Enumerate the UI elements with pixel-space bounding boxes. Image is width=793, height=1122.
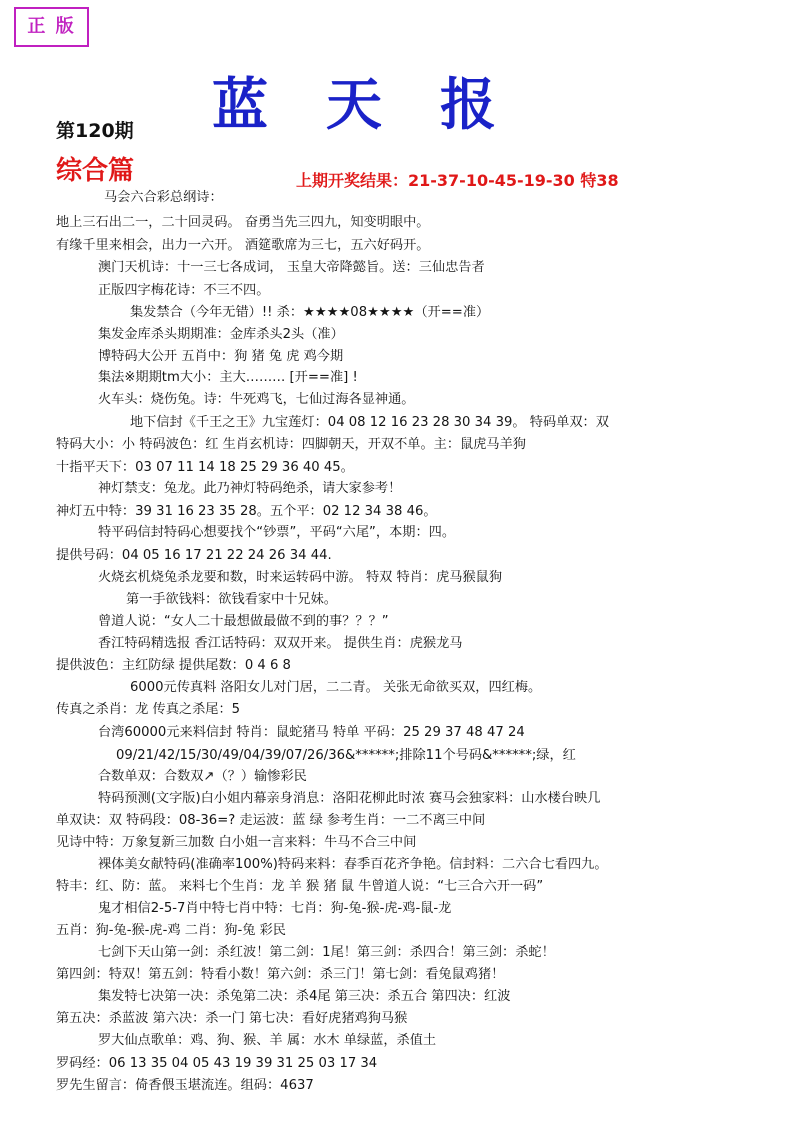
body-line: 博特码大公开 五肖中：狗 猪 兔 虎 鸡今期 <box>98 349 344 364</box>
body-line: 传真之杀肖：龙 传真之杀尾：5 <box>56 702 241 717</box>
body-line: 特平码信封特码心想要找个“钞票”，平码“六尾”，本期：四。 <box>98 525 456 540</box>
masthead-title: 蓝天报 <box>212 72 554 138</box>
body-line: 地下信封《千王之王》九宝莲灯：04 08 12 16 23 28 30 34 39。 特码单双：双 <box>130 415 609 430</box>
body-line: 第一手欲钱料：欲钱看家中十兄妹。 <box>126 592 337 607</box>
body-line: 提供号码：04 05 16 17 21 22 24 26 34 44. <box>56 548 332 563</box>
body-line: 单双诀：双 特码段：08-36=? 走运波：蓝 绿 参考生肖：一二不离三中间 <box>56 813 486 828</box>
body-line: 提供波色：主红防绿 提供尾数：0 4 6 8 <box>56 658 291 673</box>
body-line: 鬼才相信2-5-7肖中特七肖中特：七肖：狗-兔-猴-虎-鸡-鼠-龙 <box>98 901 452 916</box>
body-line: 罗大仙点歌单：鸡、狗、猴、羊 属：水木 单绿蓝，杀值土 <box>98 1033 437 1048</box>
body-line: 裸体美女献特码(准确率100%)特码来料：春季百花齐争艳。信封料：二六合七看四九。 <box>98 857 608 872</box>
body-line: 台湾60000元来料信封 特肖：鼠蛇猪马 特单 平码：25 29 37 48 47 24 <box>98 725 525 740</box>
body-line: 第四剑：特双！第五剑：特看小数！第六剑：杀三门！第七剑：看兔鼠鸡猪！ <box>56 967 505 982</box>
authentic-stamp: 正 版 <box>14 7 89 47</box>
body-line: 有缘千里来相会，出力一六开。 酒筵歌席为三七，五六好码开。 <box>56 238 430 253</box>
body-line: 特码大小：小 特码波色：红 生肖玄机诗：四脚朝天，开双不单。主：鼠虎马羊狗 <box>56 437 526 452</box>
body-line: 特码预测(文字版)白小姐内幕亲身消息：洛阳花柳此时浓 赛马会独家料：山水楼台映几 <box>98 791 601 806</box>
body-line: 集发特七决第一决：杀兔第二决：杀4尾 第三决：杀五合 第四决：红波 <box>98 989 511 1004</box>
body-line: 09/21/42/15/30/49/04/39/07/26/36&******;排除11个号码&******;绿，红 <box>116 748 576 763</box>
body-line: 6000元传真料 洛阳女儿对门居，二二青。 关张无命欲买双，四红梅。 <box>130 680 542 695</box>
body-line: 罗先生留言：倚香偎玉堪流连。组码：4637 <box>56 1078 314 1093</box>
section-title: 综合篇 <box>56 156 135 186</box>
body-line: 地上三石出二一，二十回灵码。 奋勇当先三四九，知变明眼中。 <box>56 215 430 230</box>
body-line: 罗码经：06 13 35 04 05 43 19 39 31 25 03 17 34 <box>56 1056 378 1071</box>
body-line: 五肖：狗-兔-猴-虎-鸡 二肖：狗-兔 彩民 <box>56 923 286 938</box>
body-line: 十指平天下：03 07 11 14 18 25 29 36 40 45。 <box>56 460 354 475</box>
body-line: 集发禁合（今年无错）!! 杀：★★★★08★★★★（开==准） <box>130 305 490 320</box>
body-line: 合数单双：合数双↗（？）输惨彩民 <box>98 769 307 784</box>
body-line: 正版四字梅花诗：不三不四。 <box>98 283 270 298</box>
last-draw-result: 上期开奖结果：21-37-10-45-19-30 特38 <box>296 171 619 190</box>
body-line: 神灯五中特：39 31 16 23 35 28。五个平：02 12 34 38 46。 <box>56 504 437 519</box>
body-line: 火车头：烧伤兔。诗：牛死鸡飞，七仙过海各显神通。 <box>98 392 415 407</box>
body-line: 香江特码精选报 香江话特码：双双开来。 提供生肖：虎猴龙马 <box>98 636 463 651</box>
issue-number: 第120期 <box>56 120 134 142</box>
body-line: 马会六合彩总纲诗： <box>104 190 223 205</box>
body-line: 集发金库杀头期期准：金库杀头2头（准） <box>98 327 344 342</box>
body-line: 火烧玄机烧兔杀龙要和数，时来运转码中游。 特双 特肖：虎马猴鼠狗 <box>98 570 503 585</box>
body-line: 见诗中特：万象复新三加数 白小姐一言来料：牛马不合三中间 <box>56 835 417 850</box>
body-line: 集法※期期tm大小：主大……… [开==准] ! <box>98 370 358 385</box>
body-line: 神灯禁支：兔龙。此乃神灯特码绝杀，请大家参考！ <box>98 481 402 496</box>
body-line: 特丰：红、防：蓝。 来料七个生肖：龙 羊 猴 猪 鼠 牛曾道人说：“七三合六开一码” <box>56 879 544 894</box>
body-line: 七剑下天山第一剑：杀红波！第二剑：1尾！第三剑：杀四合！第三剑：杀蛇！ <box>98 945 555 960</box>
body-line: 曾道人说：“女人二十最想做最做不到的事？？？” <box>98 614 389 629</box>
body-line: 第五决：杀蓝波 第六决：杀一门 第七决：看好虎猪鸡狗马猴 <box>56 1011 408 1026</box>
body-line: 澳门天机诗：十一三七各成词， 玉皇大帝降懿旨。送：三仙忠告者 <box>98 260 485 275</box>
